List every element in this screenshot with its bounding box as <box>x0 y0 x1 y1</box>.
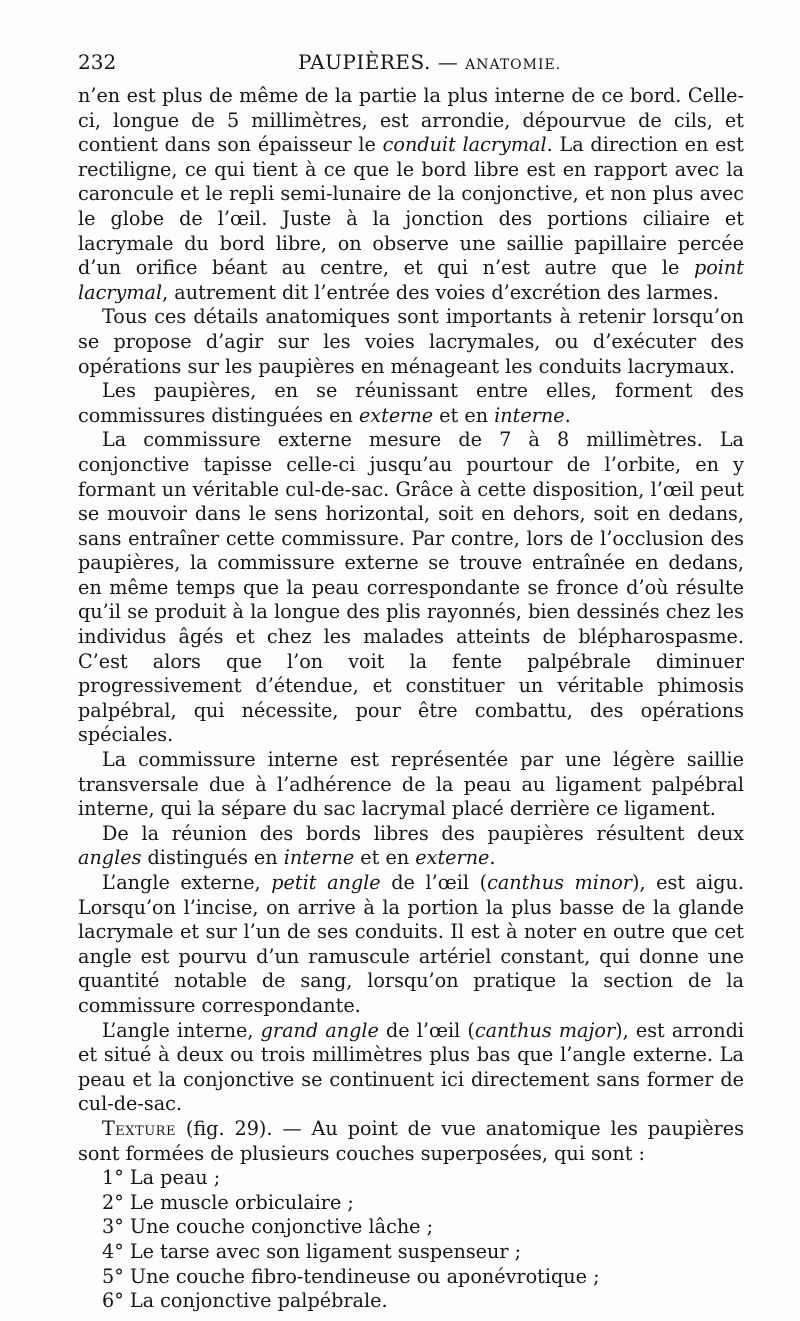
term-petit-angle: petit angle <box>271 871 381 894</box>
paragraph-3 <box>78 379 744 428</box>
paragraph-8 <box>78 1019 744 1117</box>
page-number: 232 <box>78 50 117 74</box>
paragraph-6 <box>78 822 744 871</box>
chapter-title: PAUPIÈRES. <box>298 50 431 74</box>
list-item: 1° La peau ; <box>102 1166 221 1190</box>
term-conduit-lacrymal: conduit lacrymal <box>382 133 547 157</box>
paragraph-7 <box>78 871 744 1019</box>
text: distingués en <box>141 846 284 870</box>
list-item: 6° La conjonctive palpébrale. <box>102 1289 388 1313</box>
text: L’angle externe, <box>102 871 272 894</box>
text: ), est arrondi et situé à deux ou trois millimètres plus bas que l’angle externe. La peau et la conjonctive se continuent ici directement sans former de cul-de-sac. <box>78 1018 745 1116</box>
layers-list <box>78 1166 744 1314</box>
term-externe: externe <box>358 403 434 427</box>
text: de l’œil ( <box>380 871 488 894</box>
text: L’angle interne, <box>102 1018 261 1042</box>
text: . <box>564 403 571 427</box>
text: ), est aigu. Lorsqu’on l’incise, on arrive à la portion la plus basse de la glande lacrymale et sur l’un de ses conduits. Il est à noter en outre que cet angle est pourvu d’un ramuscule artériel constant, qui donne une quantité notable de sang, lorsqu’on pratique la section de la commissure correspondante. <box>78 871 744 1017</box>
paragraph-1 <box>78 84 744 305</box>
term-externe: externe <box>415 846 490 870</box>
list-item: 5° Une couche fibro-tendineuse ou aponévrotique ; <box>102 1264 600 1288</box>
text: Les paupières, en se réunissant entre elles, forment des commissures distinguées en <box>78 379 744 427</box>
term-interne: interne <box>283 846 355 870</box>
running-title <box>298 50 561 74</box>
page-body <box>78 84 744 1314</box>
paragraph-2: Tous ces détails anatomiques sont importants à retenir lorsqu’on se propose d’agir sur les voies lacrymales, ou d’exécuter des opérations sur les paupières en ménageant les conduits lacrymaux. <box>78 305 744 378</box>
term-canthus-major: canthus major <box>474 1018 616 1042</box>
text: et en <box>354 846 416 870</box>
paragraph-4: La commissure externe mesure de 7 à 8 millimètres. La conjonctive tapisse celle-ci jusqu’au pourtour de l’orbite, en y formant un véritable cul-de-sac. Grâce à cette disposition, l’œil peut se mouvoir dans le sens horizontal, soit en dehors, soit en dedans, sans entraîner cette commissure. Par contre, lors de l’occlusion des paupières, la commissure externe se trouve entraînée en dedans, en même temps que la peau correspondante se fronce d’où résulte qu’il se produit à la longue des plis rayonnés, bien dessinés chez les individus âgés et chez les malades atteints de blépharospasme. C’est alors que l’on voit la fente palpébrale diminuer progressivement d’étendue, et constituer un véritable phimosis palpébral, qui nécessite, pour être combattu, des opérations spéciales. <box>78 428 744 747</box>
term-grand-angle: grand angle <box>260 1018 379 1042</box>
text: . La direction en est rectiligne, ce qui tient à ce que le bord libre est en rapport avec la caroncule et le repli semi-lunaire de la conjonctive, et non plus avec le globe de l’œil. Juste à la jonction des portions ciliaire et lacrymale du bord libre, on observe une saillie papillaire percée d’un orifice béant au centre, et qui n’est autre que le <box>78 133 744 280</box>
text: de l’œil ( <box>378 1018 475 1042</box>
paragraph-9 <box>78 1117 744 1166</box>
term-angles: angles <box>78 846 142 870</box>
term-point-lacrymal: point lacrymal <box>78 256 744 304</box>
section-subtitle: ANATOMIE. <box>465 57 562 73</box>
list-item: 2° Le muscle orbiculaire ; <box>102 1190 354 1214</box>
text: , autrement dit l’entrée des voies d’excrétion des larmes. <box>162 280 719 304</box>
text: n’en est plus de même de la partie la plus interne de ce bord. Celle-ci, longue de 5 millimètres, est arrondie, dépourvue de cils, et contient dans son épaisseur le <box>78 84 744 157</box>
paragraph-5: La commissure interne est représentée par une légère saillie transversale due à l’adhérence de la peau au ligament palpébral interne, qui la sépare du sac lacrymal placé derrière ce ligament. <box>78 748 744 821</box>
list-item: 3° Une couche conjonctive lâche ; <box>102 1215 434 1239</box>
term-interne: interne <box>494 403 565 427</box>
title-dash: — <box>430 50 466 74</box>
text: . <box>489 846 496 870</box>
section-label-texture: Texture <box>102 1116 176 1140</box>
list-item: 4° Le tarse avec son ligament suspenseur ; <box>102 1239 522 1263</box>
text: De la réunion des bords libres des paupières résultent deux <box>102 821 744 845</box>
running-header <box>78 50 742 78</box>
term-canthus-minor: canthus minor <box>487 871 632 894</box>
text: (fig. 29). — Au point de vue anatomique les paupières sont formées de plusieurs couches superposées, qui sont : <box>78 1116 744 1165</box>
text: et en <box>433 403 495 427</box>
